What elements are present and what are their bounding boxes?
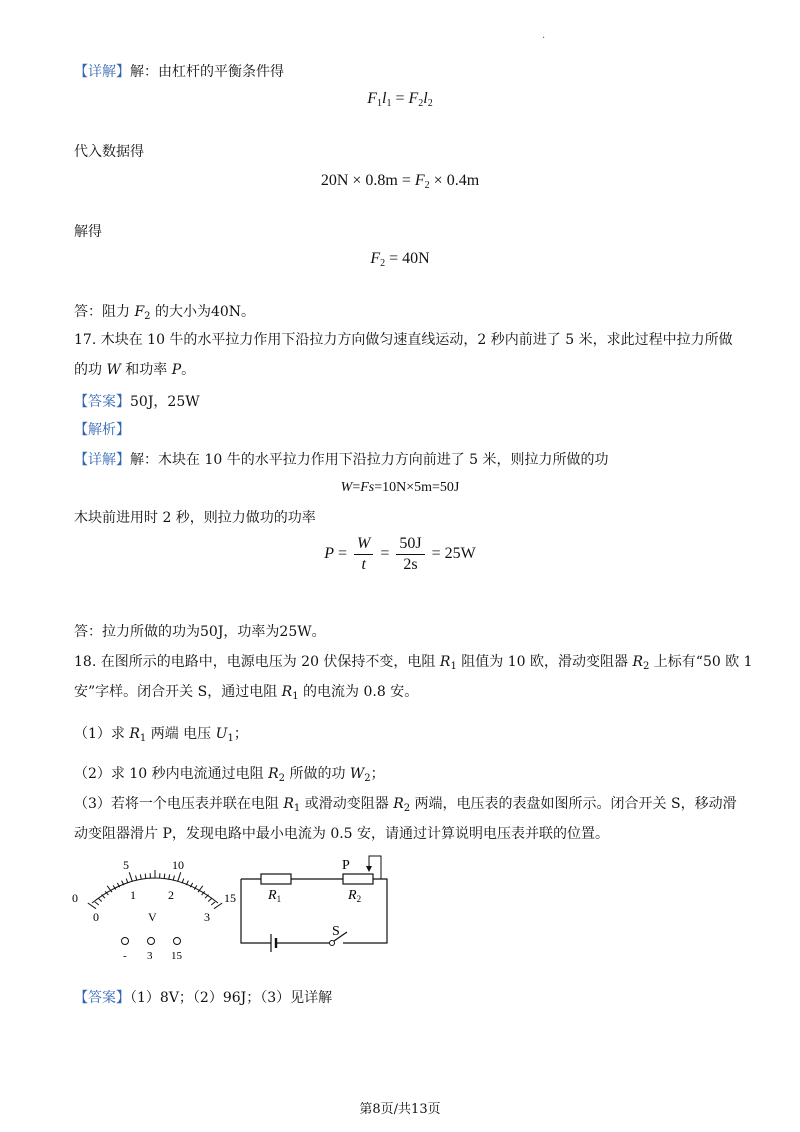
p18-sub3-line1: （3）若将一个电压表并联在电阻 $R_1$ 或滑动变阻器 $R_2$ 两端，电压表的表盘如图所示。闭合开关 S，移动滑 (74, 796, 737, 814)
slider-label: P (342, 858, 350, 873)
power-result: = 25W (431, 545, 476, 563)
r2-label (347, 888, 361, 904)
bottom-scale-1: 1 (130, 888, 136, 902)
dial-tick (164, 874, 165, 879)
terminal-label-15: 15 (171, 950, 182, 962)
s3c: 两端，电压表的表盘如图所示。闭合开关 S，移动滑 (410, 796, 737, 812)
q1c: 上标有“50 欧 1 (649, 654, 753, 670)
analysis-tag: 【解析】 (74, 422, 130, 438)
dial-tick (211, 902, 215, 905)
detail-text: 解：木块在 10 牛的水平拉力作用下沿拉力方向前进了 5 米，则拉力所做的功 (130, 452, 609, 468)
dial-tick (208, 898, 212, 901)
q2c: 。 (181, 362, 196, 378)
q2a: 的功 (74, 362, 107, 378)
answer-tag: 【答案】 (74, 394, 130, 410)
dial-tick (95, 902, 99, 905)
work-eq: =10N×5m=50J (374, 480, 460, 495)
terminal-3-icon (148, 938, 155, 945)
dial-ticks (88, 870, 222, 909)
detail-text: 解：由杠杆的平衡条件得 (130, 64, 284, 80)
header-mark: . (542, 30, 546, 41)
p17-answer (74, 392, 200, 412)
dial-tick (88, 903, 96, 909)
p18-sub2: （2）求 10 秒内电流通过电阻 $R_2$ 所做的功 $W_2$； (74, 766, 385, 784)
r1-subscript: 1 (276, 894, 282, 904)
resistor-r1 (261, 874, 291, 884)
frac-values (396, 534, 424, 575)
p17-detail (74, 450, 609, 470)
terminal-label-negative: - (123, 950, 127, 962)
top-scale-5: 5 (123, 858, 129, 872)
frac-num: 50J (396, 534, 424, 555)
terminal-label-3: 3 (147, 950, 153, 962)
s3a: （3）若将一个电压表并联在电阻 (74, 796, 284, 812)
terminal-negative-icon (122, 938, 129, 945)
p18-question-line2: 安”字样。闭合开关 S，通过电阻 $R_1$ 的电流为 0.8 安。 (74, 684, 419, 702)
s1b: 两端 电压 (146, 726, 216, 742)
eq2-right: × 0.4m (429, 172, 480, 189)
r2-subscript: 2 (356, 894, 362, 904)
circuit-wire (241, 879, 387, 943)
equation-result: $F_2 = 40N$ (370, 250, 430, 269)
s1a: （1）求 (74, 726, 130, 742)
detail-tag: 【详解】 (74, 452, 130, 468)
slider-arrow-icon (366, 866, 372, 872)
equation-work: W=Fs=10N×5m=50J (340, 480, 460, 495)
equation-substitute: $20N \times 0.8m = F_2 \times 0.4m$ (320, 172, 480, 191)
r2-letter: R (348, 888, 357, 903)
p18-sub1: （1）求 $R_1$ 两端 电压 $U_1$； (74, 726, 248, 744)
r1-label (267, 888, 281, 904)
p18-sub3-line2: 动变阻器滑片 P，发现电路中最小电流为 0.5 安，请通过计算说明电压表并联的位置。 (74, 826, 610, 842)
dial-tick (214, 903, 222, 909)
s2a: （2）求 10 秒内电流通过电阻 (74, 766, 269, 782)
p17-conclusion: 答：拉力所做的功为50J，功率为25W。 (74, 624, 326, 640)
p17-question-line2: 的功 W 和功率 P。 (74, 362, 196, 378)
answer-tag: 【答案】 (74, 990, 130, 1006)
answer-text-b: 的大小为40N。 (150, 304, 256, 320)
top-scale-15: 15 (224, 891, 236, 905)
s3b: 或滑动变阻器 (300, 796, 394, 812)
p17-question-line1: 17. 木块在 10 牛的水平拉力作用下沿拉力方向做匀速直线运动，2 秒内前进了 5 米，求此过程中拉力所做 (74, 332, 733, 348)
frac-den: 2s (403, 556, 418, 573)
q1b: 阻值为 10 欧，滑动变阻器 (456, 654, 633, 670)
dial-tick (145, 874, 146, 879)
dial-tick (136, 876, 137, 881)
bottom-scale-2: 2 (168, 888, 174, 902)
page-footer: 第8页/共13页 (359, 1102, 441, 1117)
bottom-scale-3: 3 (204, 910, 210, 924)
dial-tick (140, 874, 141, 879)
eq3-right: = 40N (385, 250, 430, 267)
s2c: ； (370, 766, 385, 782)
dial-tick (178, 872, 181, 882)
rheostat-r2 (343, 874, 373, 884)
voltmeter-dial (70, 855, 245, 965)
frac-w-t: $\frac{W}{t}$ (354, 534, 373, 575)
dial-tick (129, 872, 132, 882)
answer-value: 50J，25W (130, 394, 200, 410)
s1c: ； (233, 726, 248, 742)
p16-answer: 答：阻力 $F_2$ 的大小为40N。 (74, 304, 256, 322)
circuit-diagram (235, 852, 395, 952)
p16-detail (74, 62, 284, 82)
q2b: 的电流为 0.8 安。 (298, 684, 419, 700)
bottom-scale-0: 0 (93, 910, 99, 924)
p16-substitute: 代入数据得 (74, 144, 144, 160)
p18-answer (74, 988, 332, 1008)
equation-lever-balance: $F_1l_1 = F_2l_2$ (367, 90, 433, 109)
q2b: 和功率 (120, 362, 172, 378)
terminal-15-icon (174, 938, 181, 945)
switch-pivot-icon (330, 941, 335, 946)
dial-tick (169, 874, 170, 879)
p18-question-line1: 18. 在图所示的电路中，电源电压为 20 伏保持不变，电阻 $R_1$ 阻值为 10 欧，滑动变阻器 $R_2$ 上标有“50 欧 1 (74, 654, 753, 672)
dial-tick (173, 876, 174, 881)
q2a: 安”字样。闭合开关 S，通过电阻 (74, 684, 282, 700)
r1-letter: R (268, 888, 277, 903)
answer-text-a: 答：阻力 (74, 304, 135, 320)
dial-tick (98, 898, 102, 901)
p17-time-text: 木块前进用时 2 秒，则拉力做功的功率 (74, 510, 316, 526)
equation-power: P = $\frac{W}{t}$ = $\frac{50J}{2s}$ = 25W (324, 535, 476, 573)
switch-label: S (332, 924, 340, 939)
q1a: 18. 在图所示的电路中，电源电压为 20 伏保持不变，电阻 (74, 654, 440, 670)
top-scale-10: 10 (172, 858, 184, 872)
top-scale-0: 0 (72, 891, 78, 905)
s2b: 所做的功 (285, 766, 350, 782)
p16-solve: 解得 (74, 224, 102, 240)
detail-tag: 【详解】 (74, 64, 130, 80)
p17-analysis (74, 420, 130, 440)
answer-value: （1）8V；（2）96J；（3）见详解 (130, 990, 333, 1006)
eq2-left: 20N × 0.8m = (320, 172, 415, 189)
unit-label: V (148, 910, 157, 924)
